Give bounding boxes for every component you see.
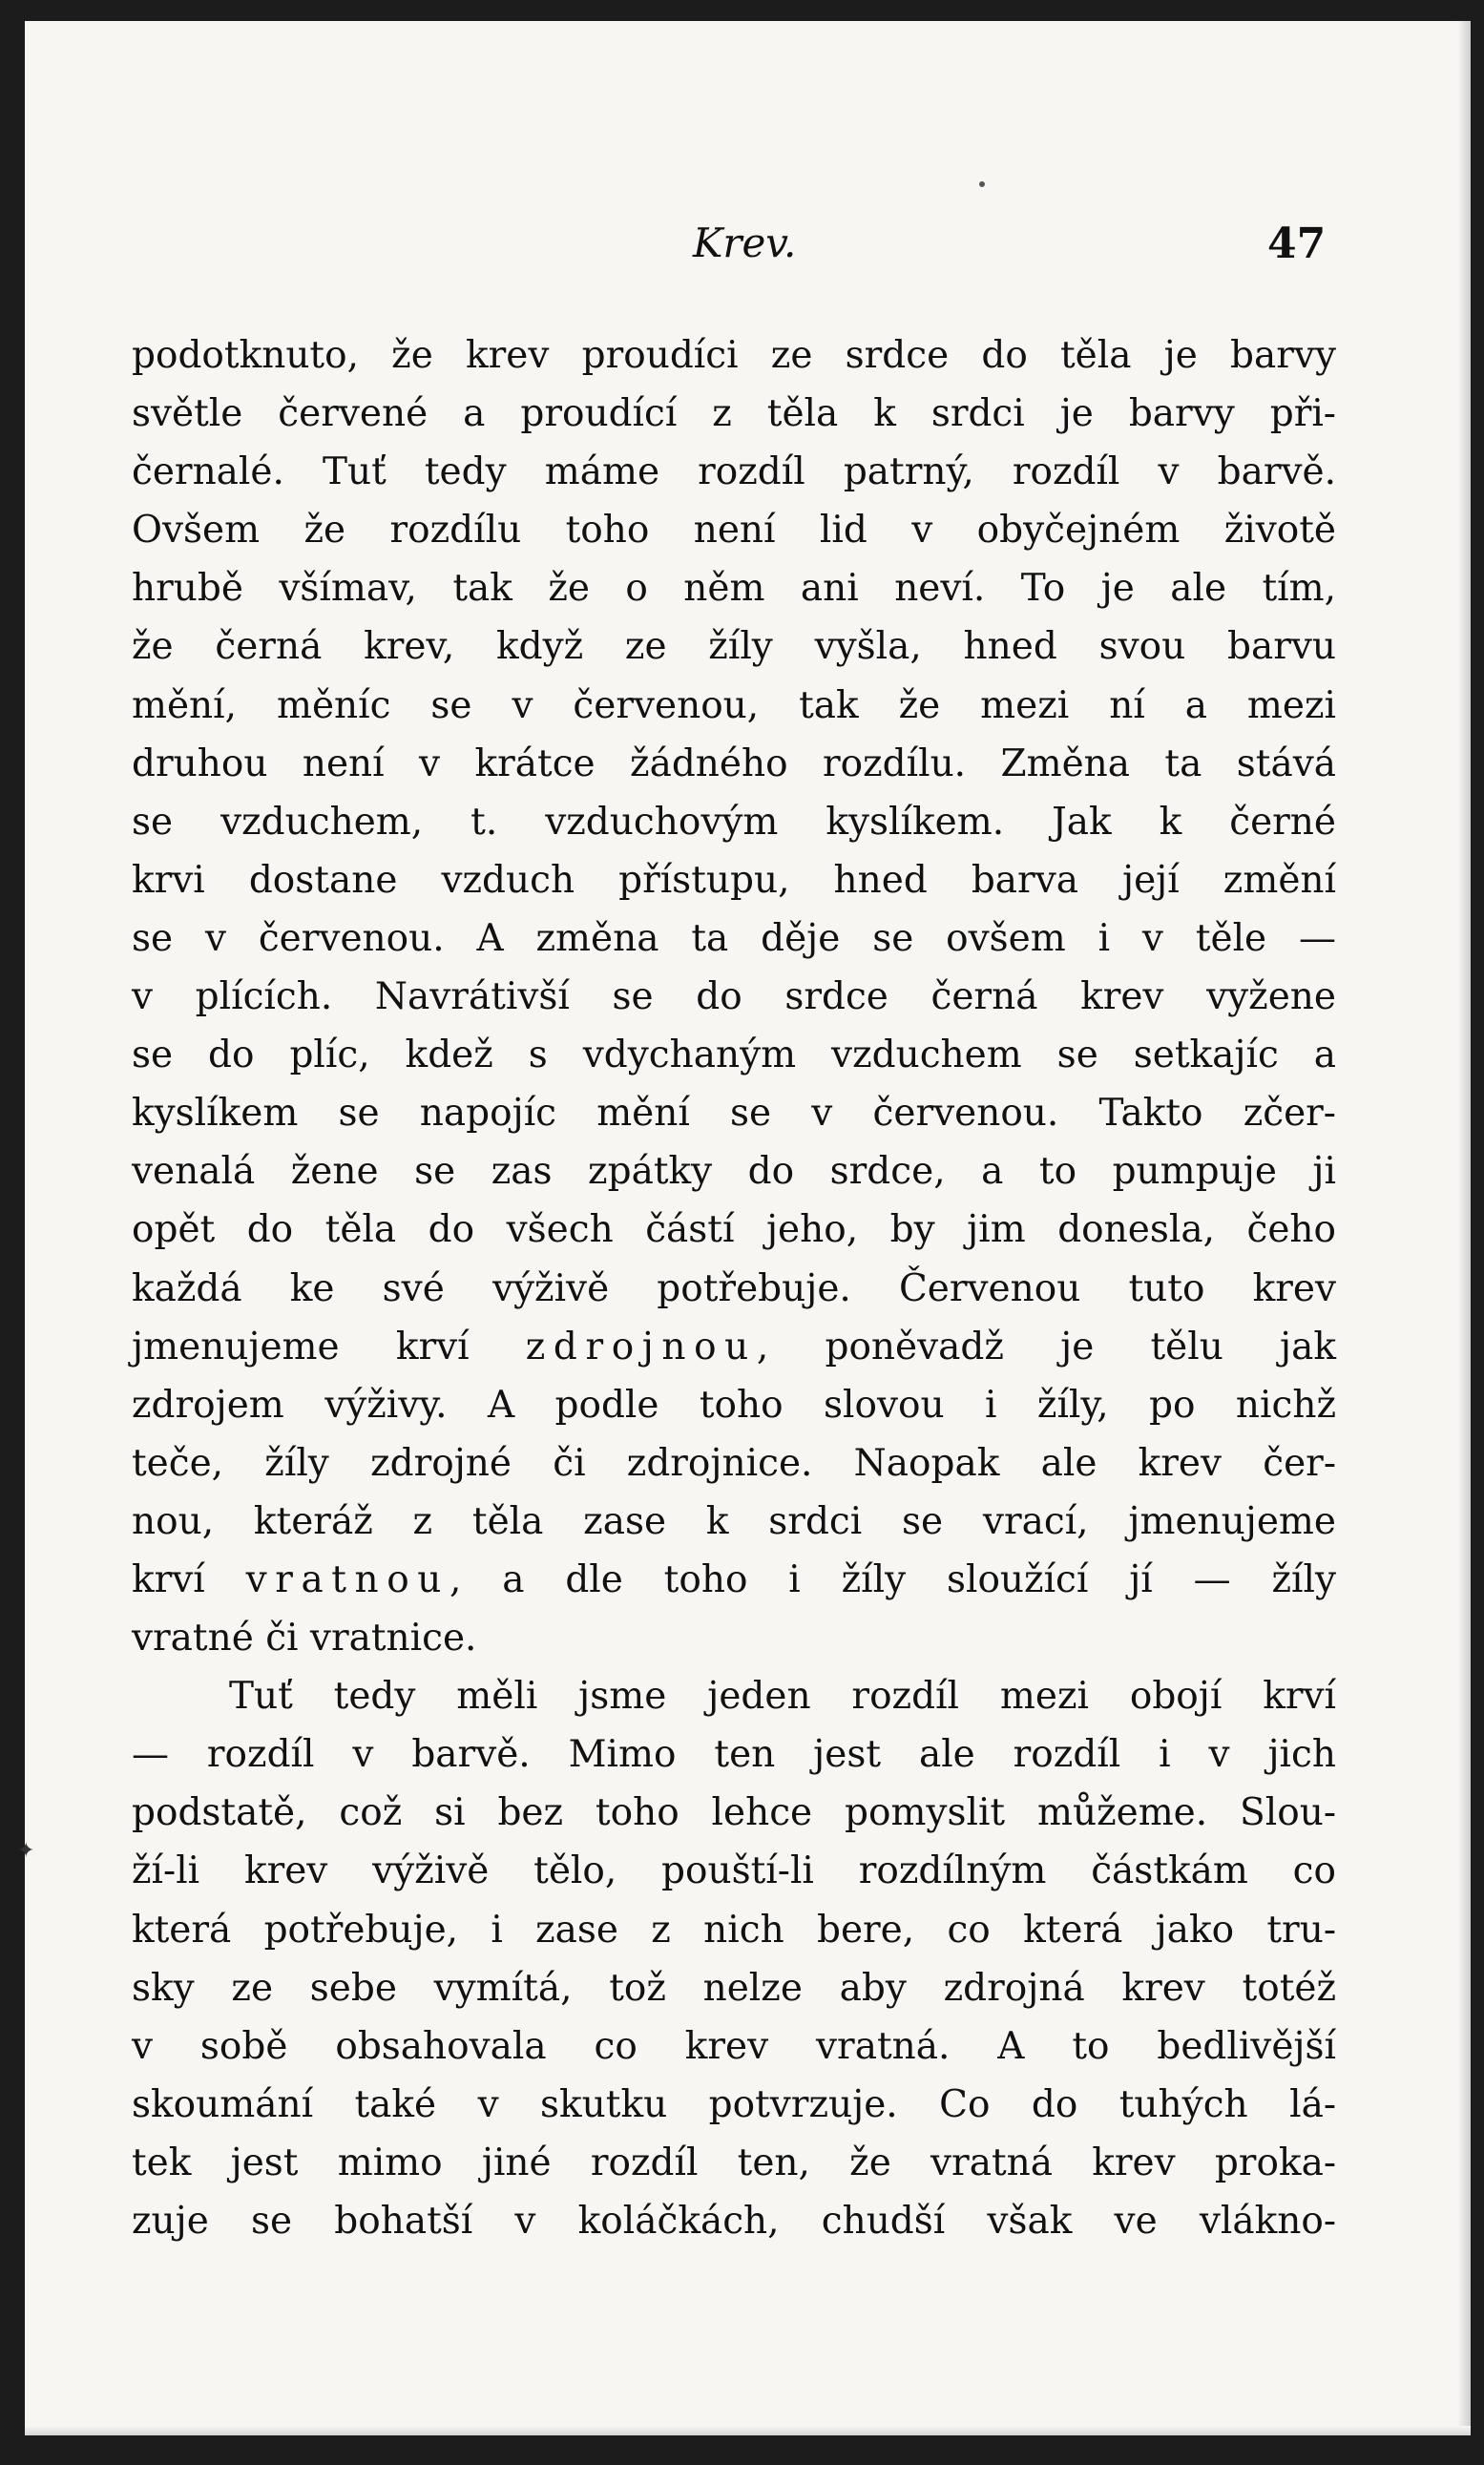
running-title: Krev.: [693, 219, 797, 266]
text-line: v plících. Navrátivší se do srdce černá krev vyžene: [132, 975, 1336, 1019]
text-segment: , poněvadž je tělu jak: [756, 1325, 1336, 1368]
paragraph-start-line: Tuť tedy měli jsme jeden rozdíl mezi obojí krví: [229, 1675, 1336, 1719]
text-line: mění, měníc se v červenou, tak že mezi ní a mezi: [132, 683, 1336, 727]
text-line: krvi dostane vzduch přístupu, hned barva její změní: [132, 858, 1336, 902]
text-line: se vzduchem, t. vzduchovým kyslíkem. Jak k černé: [132, 800, 1336, 844]
text-segment: , a dle toho i žíly sloužící jí — žíly: [449, 1557, 1336, 1601]
text-line: že černá krev, když ze žíly vyšla, hned svou barvu: [132, 625, 1336, 669]
text-line: ží-li krev výživě tělo, pouští-li rozdílným částkám co: [132, 1849, 1336, 1893]
text-line: zdrojem výživy. A podle toho slovou i žíly, po nichž: [132, 1383, 1336, 1427]
text-line: hrubě všímav, tak že o něm ani neví. To je ale tím,: [132, 567, 1336, 611]
spaced-term-zdrojnou: zdrojnou: [525, 1325, 757, 1368]
text-line-spaced-term: [132, 1551, 1336, 1609]
text-line: nou, kteráž z těla zase k srdci se vrací, jmenujeme: [132, 1499, 1336, 1543]
text-line: zuje se bohatší v koláčkách, chudší však ve vlákno-: [132, 2200, 1336, 2243]
text-segment: jmenujeme krví: [132, 1325, 526, 1368]
text-line: podstatě, což si bez toho lehce pomyslit můžeme. Slou-: [132, 1791, 1336, 1835]
text-line: se v červenou. A změna ta děje se ovšem i v těle —: [132, 916, 1336, 960]
text-line: venalá žene se zas zpátky do srdce, a to pumpuje ji: [132, 1150, 1336, 1194]
text-line: se do plíc, kdež s vdychaným vzduchem se setkajíc a: [132, 1034, 1336, 1077]
text-line: kyslíkem se napojíc mění se v červenou. Takto zčer-: [132, 1092, 1336, 1136]
text-line: vratné či vratnice.: [132, 1617, 477, 1661]
page-edge-right: [1457, 21, 1471, 2435]
body-text: [132, 326, 1336, 2250]
text-line: každá ke své výživě potřebuje. Červenou tuto krev: [132, 1266, 1336, 1310]
text-line: tek jest mimo jiné rozdíl ten, že vratná krev proka-: [132, 2141, 1336, 2184]
page-number: 47: [1267, 219, 1327, 268]
page-header: [25, 219, 1471, 277]
text-line: skoumání také v skutku potvrzuje. Co do tuhých lá-: [132, 2082, 1336, 2126]
ink-spot: [979, 181, 985, 187]
text-line: opět do těla do všech částí jeho, by jim donesla, čeho: [132, 1208, 1336, 1252]
page-edge-bottom: [25, 2426, 1471, 2435]
text-line-spaced-term: [132, 1318, 1336, 1376]
text-line: sky ze sebe vymítá, tož nelze aby zdrojná krev totéž: [132, 1966, 1336, 2010]
book-page: [17, 21, 1471, 2435]
text-line: — rozdíl v barvě. Mimo ten jest ale rozdíl i v jich: [132, 1733, 1336, 1777]
text-line: teče, žíly zdrojné či zdrojnice. Naopak ale krev čer-: [132, 1441, 1336, 1485]
spaced-term-vratnou: vratnou: [245, 1557, 449, 1601]
text-line: druhou není v krátce žádného rozdílu. Změna ta stává: [132, 742, 1336, 785]
text-line: světle červené a proudící z těla k srdci je barvy při-: [132, 392, 1336, 436]
text-line: která potřebuje, i zase z nich bere, co která jako tru-: [132, 1908, 1336, 1952]
text-segment: krví: [132, 1557, 246, 1601]
text-line: podotknuto, že krev proudíci ze srdce do těla je barvy: [132, 334, 1336, 377]
text-line: v sobě obsahovala co krev vratná. A to bedlivější: [132, 2024, 1336, 2068]
text-line: černalé. Tuť tedy máme rozdíl patrný, rozdíl v barvě.: [132, 450, 1336, 494]
text-line: Ovšem že rozdílu toho není lid v obyčejném životě: [132, 509, 1336, 553]
margin-mark: ✦: [17, 1839, 35, 1863]
